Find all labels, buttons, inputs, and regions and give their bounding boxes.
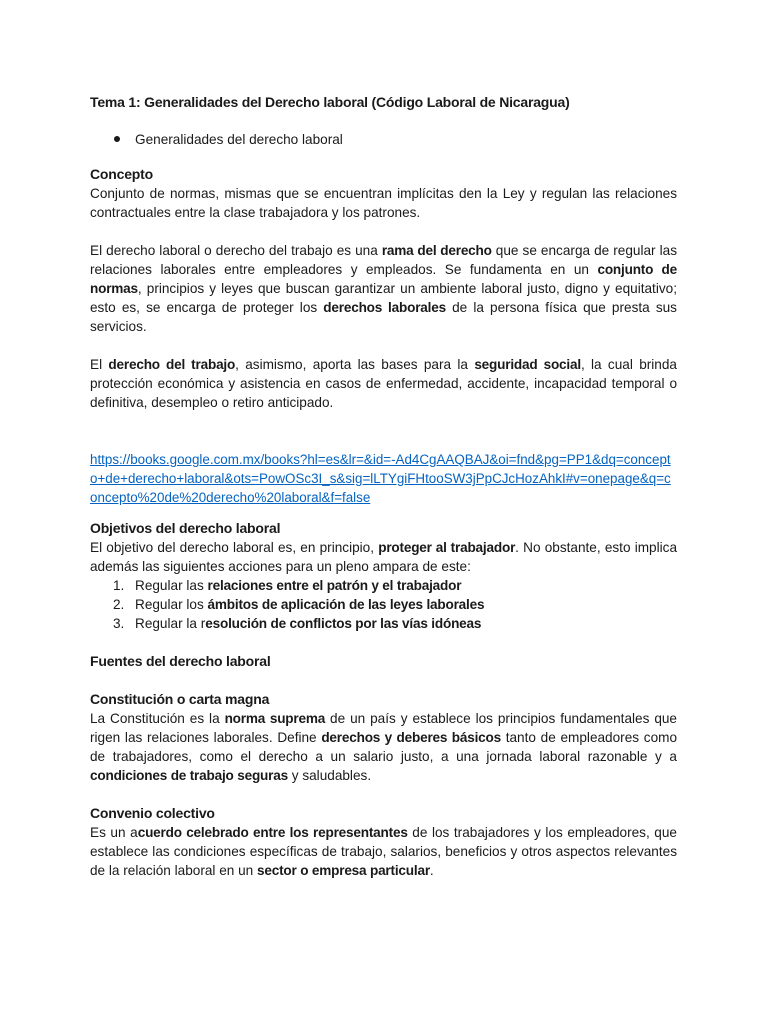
bold-run: sector o empresa particular	[257, 863, 430, 878]
text-run: y saludables.	[287, 768, 372, 783]
bold-run: seguridad social	[474, 357, 581, 372]
text-run: Regular los	[135, 597, 208, 612]
link-paragraph	[90, 450, 677, 507]
text-run: , principios y leyes que buscan garantizar un ambiente laboral justo, digno y equitativo; esto es, se encarga de proteger los	[90, 281, 677, 315]
bold-run: conjunto de normas	[90, 262, 677, 296]
bold-run: derechos laborales	[323, 300, 446, 315]
objetivos-list	[90, 576, 677, 633]
heading-concepto: Concepto	[90, 166, 153, 182]
heading-objetivos: Objetivos del derecho laboral	[90, 520, 281, 536]
bold-run: rama del derecho	[381, 243, 492, 258]
text-run: Regular la r	[135, 616, 206, 631]
heading-convenio: Convenio colectivo	[90, 805, 215, 821]
document-title: Tema 1: Generalidades del Derecho laboral (Código Laboral de Nicaragua)	[90, 94, 570, 110]
bold-run: esolución de conflictos por las vías idóneas	[205, 616, 482, 631]
bullet-list	[90, 130, 677, 149]
text-run: El derecho laboral o derecho del trabajo es una	[90, 243, 382, 258]
bold-run: proteger al trabajador	[378, 540, 516, 555]
document-body	[90, 93, 677, 880]
list-item	[90, 614, 677, 633]
paragraph-objetivos	[90, 538, 677, 576]
list-number: 1.	[113, 578, 125, 593]
text-run: Regular las	[135, 578, 208, 593]
text-run: Es un a	[90, 825, 138, 840]
heading-constitucion: Constitución o carta magna	[90, 691, 270, 707]
paragraph-concepto-3	[90, 355, 677, 412]
bold-run: norma suprema	[224, 711, 326, 726]
text-run: La Constitución es la	[90, 711, 225, 726]
paragraph-constitucion	[90, 709, 677, 785]
list-item	[90, 595, 677, 614]
paragraph-concepto-2	[90, 241, 677, 336]
paragraph-convenio	[90, 823, 677, 880]
list-number: 2.	[113, 597, 125, 612]
text-run: que se encarga de regular las relaciones laborales entre empleadores y empleados. Se fundamenta en un	[90, 243, 678, 277]
bold-run: relaciones entre el patrón y el trabajador	[207, 578, 462, 593]
list-item	[90, 576, 677, 595]
bold-run: ámbitos de aplicación de las leyes laborales	[207, 597, 485, 612]
text-run: El	[90, 357, 109, 372]
text-run: .	[429, 863, 434, 878]
text-run: de la persona física que presta sus servicios.	[90, 300, 677, 334]
bold-run: cuerdo celebrado entre los representantes	[137, 825, 408, 840]
text-run: El objetivo del derecho laboral es, en principio,	[90, 540, 379, 555]
text-run: , la cual brinda protección económica y asistencia en casos de enfermedad, accidente, incapacidad temporal o definitiva, desempleo o retiro anticipado.	[90, 357, 677, 410]
text-run: . No obstante, esto implica además las siguientes acciones para un pleno ampara de este:	[90, 540, 678, 574]
text-run: tanto de empleadores como de trabajadores, como el derecho a un salario justo, a una jornada laboral razonable y a	[90, 730, 678, 764]
bullet-item: Generalidades del derecho laboral	[90, 130, 677, 149]
text-run: de un país y establece los principios fundamentales que rigen las relaciones laborales. Define	[90, 711, 677, 745]
bold-run: condiciones de trabajo seguras	[90, 768, 288, 783]
text-run: , asimismo, aporta las bases para la	[235, 357, 475, 372]
list-number: 3.	[113, 616, 125, 631]
paragraph-concepto-1: Conjunto de normas, mismas que se encuentran implícitas den la Ley y regulan las relaciones contractuales entre la clase trabajadora y los patrones.	[90, 186, 677, 220]
text-run: de los trabajadores y los empleadores, que establece las condiciones específicas de trabajo, salarios, beneficios y otros aspectos relevantes de la relación laboral en un	[90, 825, 677, 878]
heading-fuentes: Fuentes del derecho laboral	[90, 653, 271, 669]
bold-run: derechos y deberes básicos	[321, 730, 502, 745]
bold-run: derecho del trabajo	[108, 357, 236, 372]
reference-link[interactable]: https://books.google.com.mx/books?hl=es&lr=&id=-Ad4CgAAQBAJ&oi=fnd&pg=PP1&dq=concepto+de+derecho+laboral&ots=PowOSc3I_s&sig=lLTYgiFHtooSW3jPpCJcHozAhkI#v=onepage&q=concepto%20de%20derecho%20laboral&f=false	[90, 452, 671, 505]
